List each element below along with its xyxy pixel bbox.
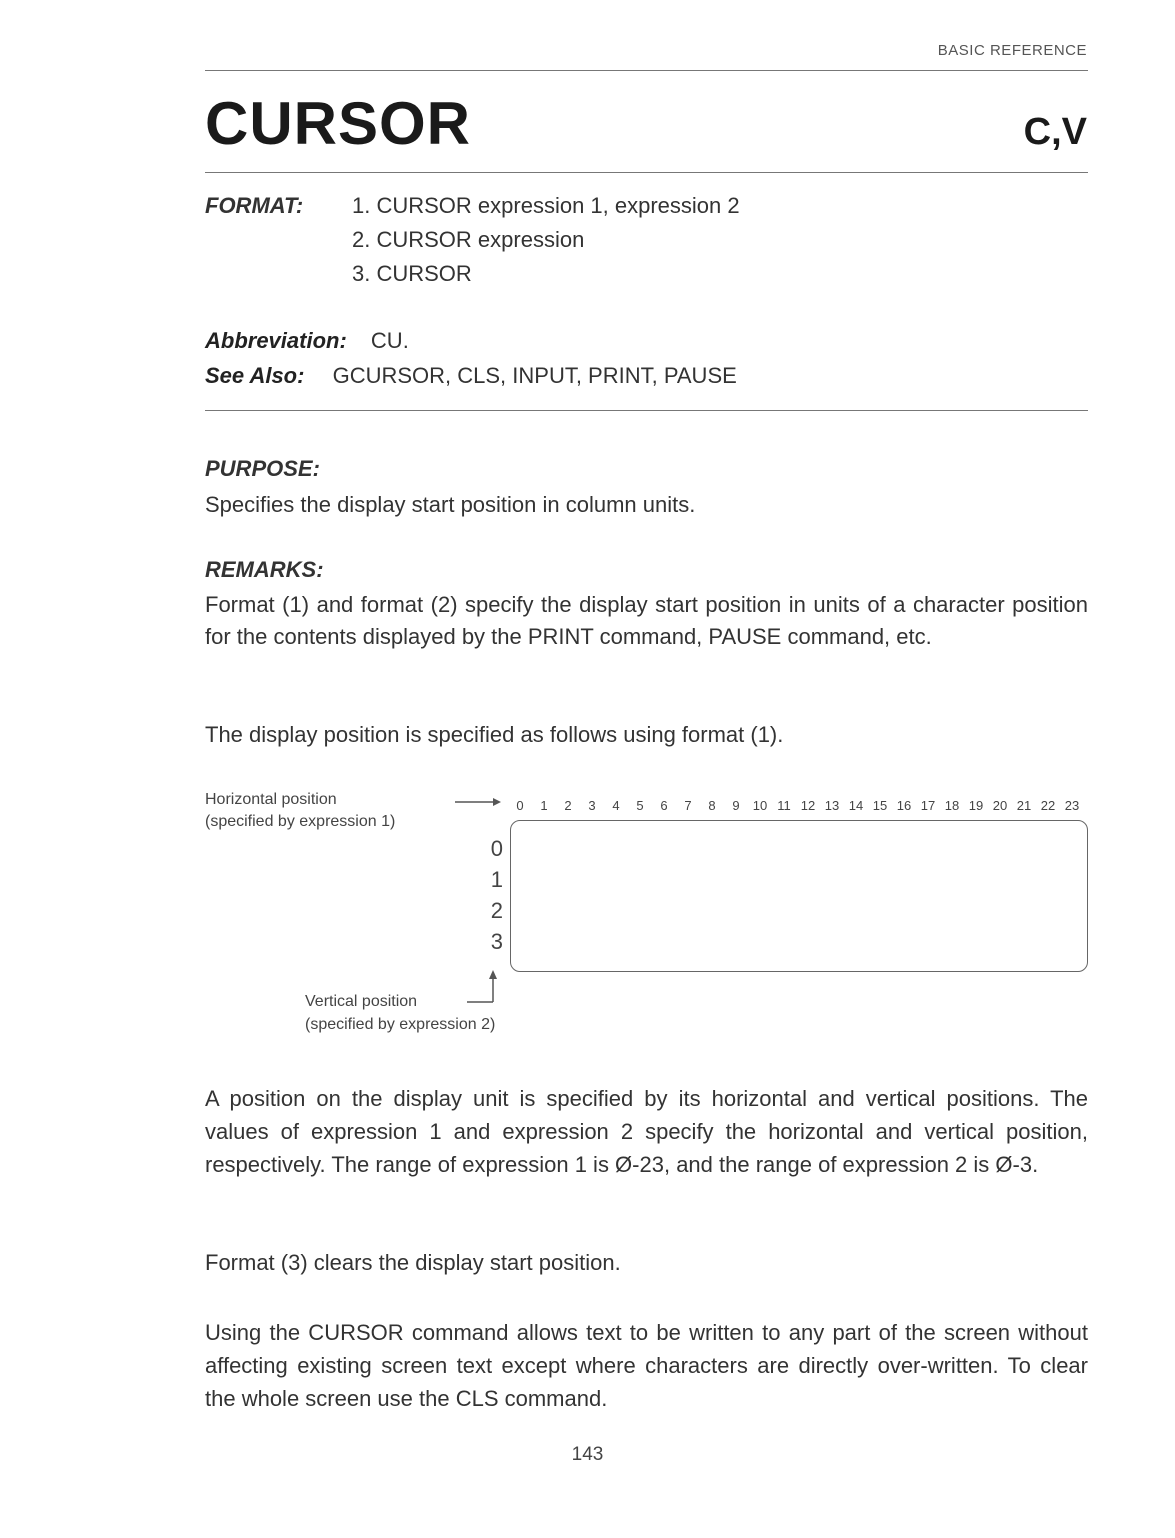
column-tick: 22 bbox=[1040, 798, 1056, 813]
display-position-diagram bbox=[205, 790, 1088, 1040]
column-tick: 19 bbox=[968, 798, 984, 813]
format-item-3: 3. CURSOR bbox=[352, 261, 472, 286]
column-tick: 4 bbox=[612, 798, 620, 813]
column-ticks bbox=[508, 798, 1088, 816]
title-rule bbox=[205, 172, 1088, 173]
display-screen-box bbox=[510, 820, 1088, 972]
remarks-paragraph-5: Using the CURSOR command allows text to be written to any part of the screen without affecting existing screen text except where characters are directly over-written. To clear the whole screen use the CLS command. bbox=[205, 1320, 1088, 1411]
header-rule bbox=[205, 70, 1088, 71]
see-also-value: GCURSOR, CLS, INPUT, PRINT, PAUSE bbox=[332, 363, 737, 388]
format-item-1: 1. CURSOR expression 1, expression 2 bbox=[352, 193, 740, 218]
horizontal-arrow-icon bbox=[455, 796, 503, 808]
column-tick: 7 bbox=[684, 798, 692, 813]
purpose-heading: PURPOSE: bbox=[205, 456, 320, 481]
abbreviation-value: CU. bbox=[370, 328, 409, 353]
remarks-paragraph-4: Format (3) clears the display start position. bbox=[205, 1250, 621, 1275]
remarks-paragraph-1: Format (1) and format (2) specify the display start position in units of a character position for the contents displayed by the PRINT command, PAUSE command, etc. bbox=[205, 592, 1088, 649]
column-tick: 13 bbox=[824, 798, 840, 813]
vertical-position-sublabel: (specified by expression 2) bbox=[305, 1016, 496, 1033]
page-number: 143 bbox=[571, 1444, 604, 1465]
column-tick: 15 bbox=[872, 798, 888, 813]
row-tick: 2 bbox=[490, 898, 503, 923]
format-label: FORMAT: bbox=[205, 193, 304, 218]
horizontal-position-sublabel: (specified by expression 1) bbox=[205, 813, 396, 830]
row-tick: 0 bbox=[490, 836, 503, 861]
format-item-2: 2. CURSOR expression bbox=[352, 227, 585, 252]
horizontal-position-label: Horizontal position bbox=[205, 791, 337, 808]
row-tick: 3 bbox=[490, 929, 503, 954]
column-tick: 18 bbox=[944, 798, 960, 813]
abbreviation-row bbox=[205, 325, 409, 357]
column-tick: 14 bbox=[848, 798, 864, 813]
vertical-position-label: Vertical position bbox=[305, 993, 418, 1010]
column-tick: 23 bbox=[1064, 798, 1080, 813]
column-tick: 1 bbox=[540, 798, 548, 813]
column-tick: 8 bbox=[708, 798, 716, 813]
column-tick: 10 bbox=[752, 798, 768, 813]
abbreviation-label: Abbreviation: bbox=[205, 328, 347, 353]
column-tick: 0 bbox=[516, 798, 524, 813]
column-tick: 20 bbox=[992, 798, 1008, 813]
vertical-arrow-icon bbox=[457, 970, 497, 1006]
column-tick: 11 bbox=[777, 798, 791, 813]
row-ticks bbox=[483, 834, 507, 958]
mode-indicator: C,V bbox=[1023, 111, 1087, 153]
purpose-text: Specifies the display start position in column units. bbox=[205, 492, 696, 517]
see-also-label: See Also: bbox=[205, 363, 305, 388]
remarks-heading: REMARKS: bbox=[205, 557, 324, 582]
remarks-paragraph-2: The display position is specified as follows using format (1). bbox=[205, 722, 784, 747]
column-tick: 2 bbox=[564, 798, 572, 813]
see-also-row bbox=[205, 360, 737, 392]
column-tick: 12 bbox=[800, 798, 816, 813]
column-tick: 9 bbox=[732, 798, 740, 813]
section-rule bbox=[205, 410, 1088, 411]
row-tick: 1 bbox=[490, 867, 503, 892]
page-title: CURSOR bbox=[205, 90, 472, 157]
column-tick: 6 bbox=[660, 798, 668, 813]
column-tick: 21 bbox=[1016, 798, 1032, 813]
column-tick: 17 bbox=[920, 798, 936, 813]
section-header: BASIC REFERENCE bbox=[937, 42, 1087, 59]
column-tick: 5 bbox=[636, 798, 644, 813]
column-tick: 16 bbox=[896, 798, 912, 813]
remarks-paragraph-3: A position on the display unit is specified by its horizontal and vertical positions. The values of expression 1 and expression 2 specify the horizontal and vertical position, respectively. The range of expression 1 is Ø-23, and the range of expression 2 is Ø-3. bbox=[205, 1086, 1088, 1177]
column-tick: 3 bbox=[588, 798, 596, 813]
